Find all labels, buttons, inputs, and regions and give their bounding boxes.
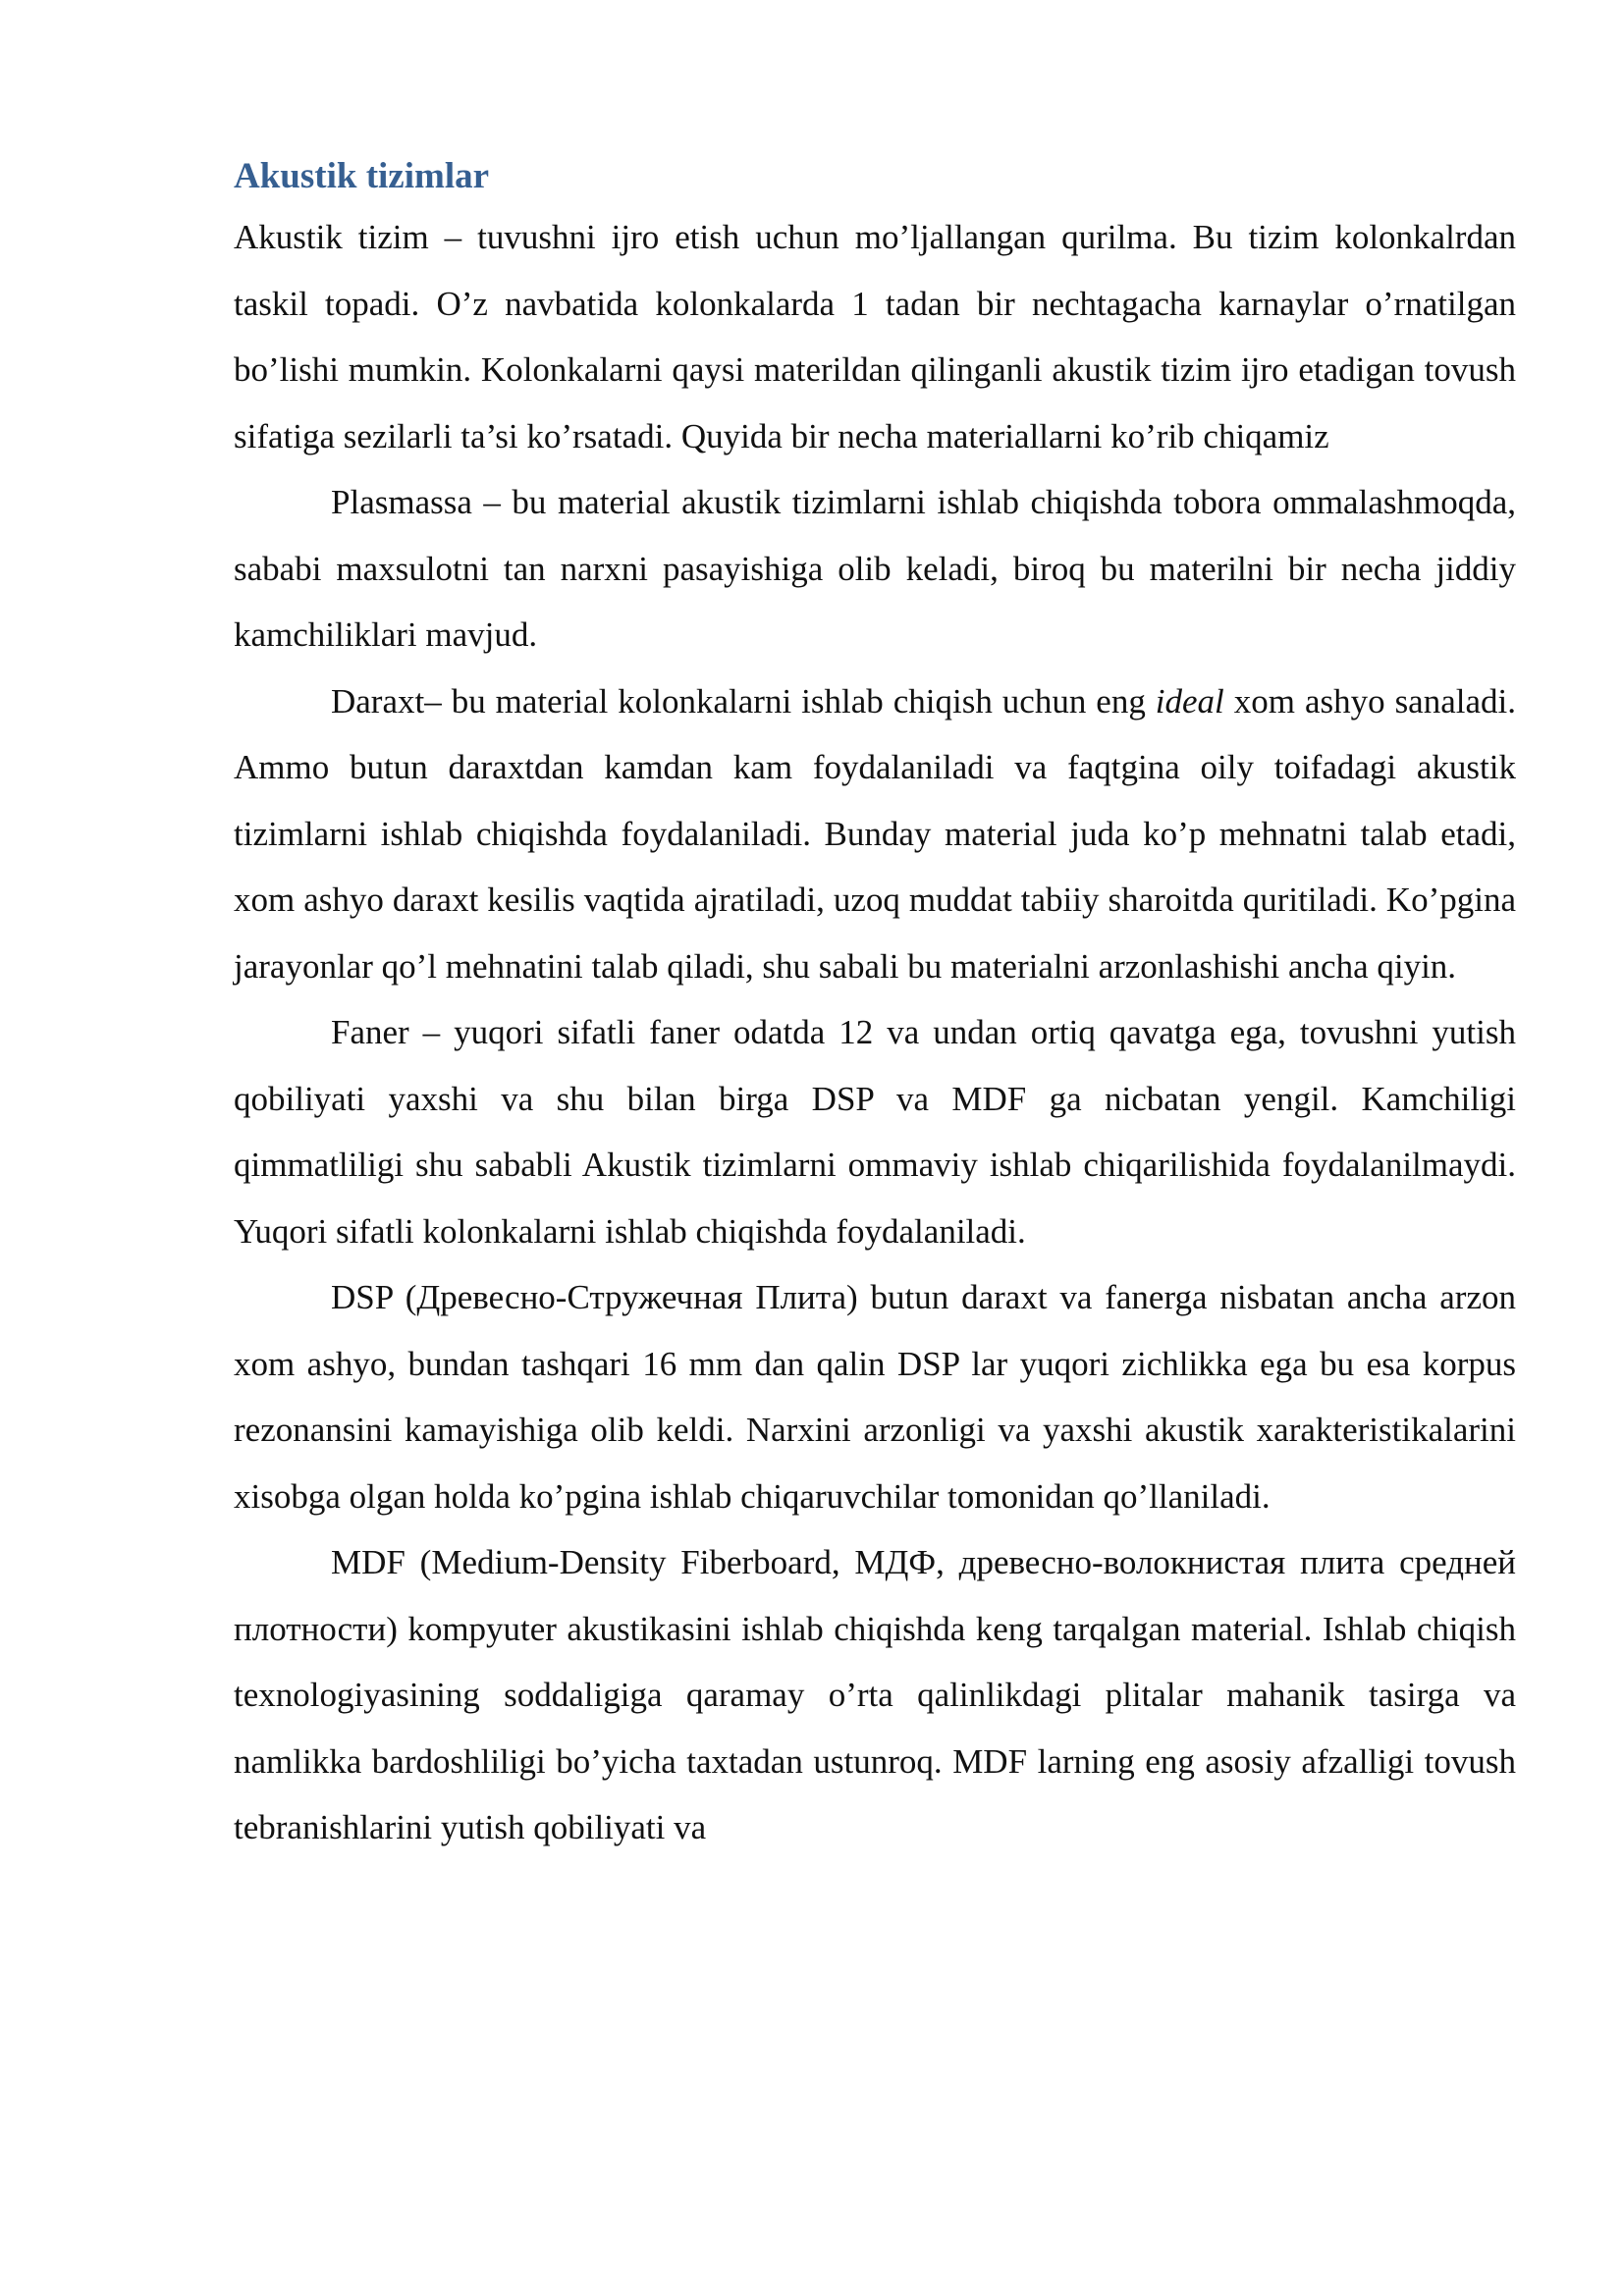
document-body: [234, 149, 1516, 1861]
paragraph-intro: Akustik tizim – tuvushni ijro etish uchun mo’ljallangan qurilma. Bu tizim kolonkalrdan taskil topadi. O’z navbatida kolonkalarda 1 tadan bir nechtagacha karnaylar o’rnatilgan bo’lishi mumkin. Kolonkalarni qaysi materildan qilinganli akustik tizim ijro etadigan tovush sifatiga sezilarli ta’si ko’rsatadi. Quyida bir necha materiallarni ko’rib chiqamiz: [234, 218, 1516, 455]
paragraph-dsp: DSP (Древесно-Стружечная Плита) butun daraxt va fanerga nisbatan ancha arzon xom ashyo, bundan tashqari 16 mm dan qalin DSP lar yuqori zichlikka ega bu esa korpus rezonansini kamayishiga olib keldi. Narxini arzonligi va yaxshi akustik xarakteristikalarini xisobga olgan holda ko’pgina ishlab chiqaruvchilar tomonidan qo’llaniladi.: [234, 1278, 1516, 1516]
paragraph-daraxt: [234, 668, 1516, 1000]
italic-term-ideal: ideal: [1155, 681, 1224, 721]
paragraph-mdf: MDF (Medium-Density Fiberboard, МДФ, древесно-волокнистая плита средней плотности) kompyuter akustikasini ishlab chiqishda keng tarqalgan material. Ishlab chiqish texnologiyasining soddaligiga qaramay o’rta qalinlikdagi plitalar mahanik tasirga va namlikka bardoshliligi bo’yicha taxtadan ustunroq. MDF larning eng asosiy afzalligi tovush tebranishlarini yutish qobiliyati va: [234, 1543, 1516, 1846]
paragraph-daraxt-text-end: xom ashyo sanaladi. Ammo butun daraxtdan kamdan kam foydalaniladi va faqtgina oily toifadagi akustik tizimlarni ishlab chiqishda foydalaniladi. Bunday material juda ko’p mehnatni talab etadi, xom ashyo daraxt kesilis vaqtida ajratiladi, uzoq muddat tabiiy sharoitda quritiladi. Ko’pgina jarayonlar qo’l mehnatini talab qiladi, shu sabali bu materialni arzonlashishi ancha qiyin.: [234, 681, 1516, 986]
paragraph-faner: Faner – yuqori sifatli faner odatda 12 va undan ortiq qavatga ega, tovushni yutish qobiliyati yaxshi va shu bilan birga DSP va MDF ga nicbatan yengil. Kamchiligi qimmatliligi shu sababli Akustik tizimlarni ommaviy ishlab chiqarilishida foydalanilmaydi. Yuqori sifatli kolonkalarni ishlab chiqishda foydalaniladi.: [234, 1013, 1516, 1251]
paragraph-plasmassa: Plasmassa – bu material akustik tizimlarni ishlab chiqishda tobora ommalashmoqda, sababi maxsulotni tan narxni pasayishiga olib keladi, biroq bu materilni bir necha jiddiy kamchiliklari mavjud.: [234, 483, 1516, 654]
paragraph-daraxt-text-start: Daraxt– bu material kolonkalarni ishlab chiqish uchun eng: [331, 681, 1156, 721]
section-heading: Akustik tizimlar: [234, 156, 490, 196]
